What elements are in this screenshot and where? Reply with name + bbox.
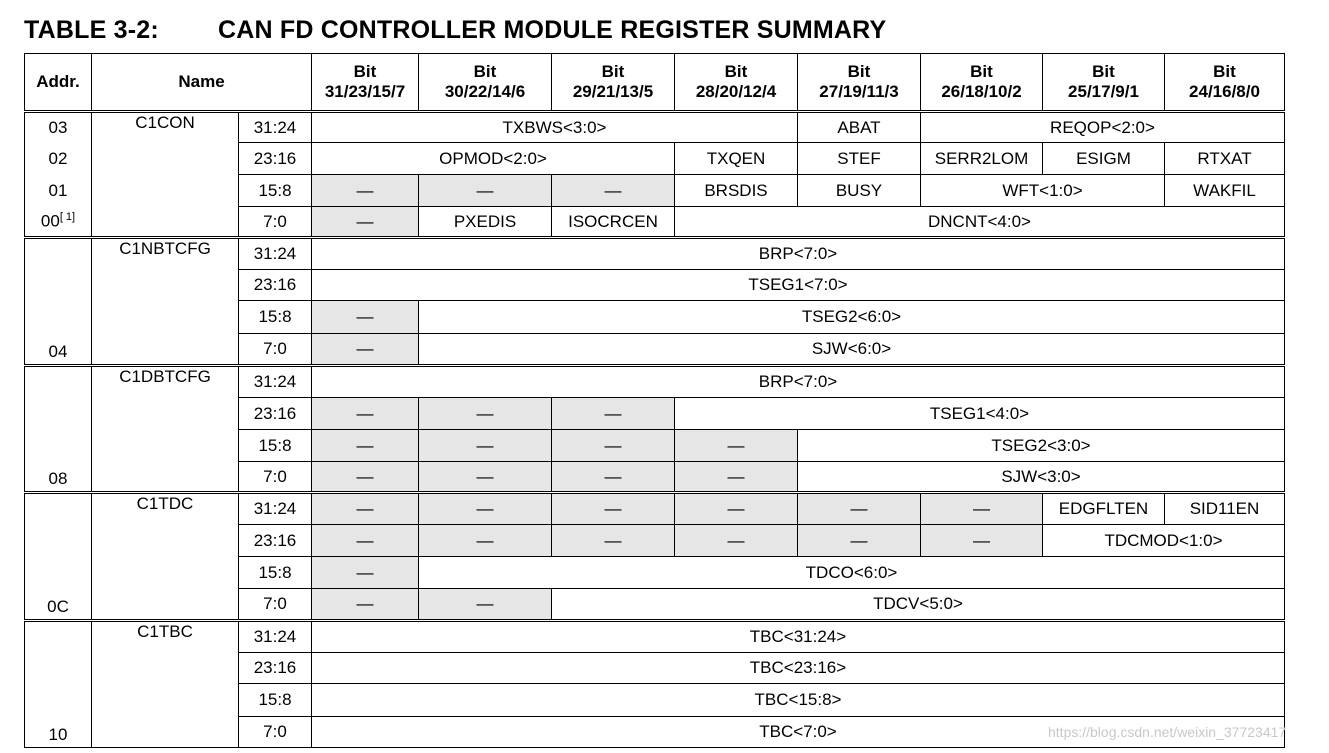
field-cell: WAKFIL [1165,175,1285,207]
field-cell: BUSY [798,175,921,207]
field-cell: ABAT [798,112,921,143]
field-cell: STEF [798,143,921,175]
table-number: TABLE 3-2: [24,16,159,44]
table-row [25,238,1285,270]
field-cell: SERR2LOM [921,143,1043,175]
field-cell: WFT<1:0> [921,175,1165,207]
bit-header-0: Bit 24/16/8/0 [1165,54,1285,112]
reserved-cell: — [419,462,552,493]
reserved-cell: — [798,493,921,525]
field-cell: REQOP<2:0> [921,112,1285,143]
bit-range: 15:8 [239,301,312,334]
bit-range: 23:16 [239,398,312,430]
field-cell: TXBWS<3:0> [312,112,798,143]
field-cell: TDCMOD<1:0> [1043,525,1285,557]
bit-header-7: Bit 31/23/15/7 [312,54,419,112]
reserved-cell: — [552,462,675,493]
field-cell: TBC<15:8> [312,684,1285,717]
bit-range: 23:16 [239,525,312,557]
table-row [25,493,1285,525]
bit-header-5: Bit 29/21/13/5 [552,54,675,112]
addr-cell: 03 [25,112,92,143]
reserved-cell: — [921,525,1043,557]
reserved-cell: — [798,525,921,557]
field-cell: ISOCRCEN [552,207,675,238]
reserved-cell: — [419,430,552,462]
reserved-cell: — [312,301,419,334]
field-cell: EDGFLTEN [1043,493,1165,525]
field-cell: SID11EN [1165,493,1285,525]
field-cell: PXEDIS [419,207,552,238]
bit-range: 31:24 [239,621,312,653]
register-summary-table [24,53,1285,748]
field-cell: TSEG1<4:0> [675,398,1285,430]
bit-header-6: Bit 30/22/14/6 [419,54,552,112]
bit-range: 23:16 [239,270,312,301]
field-cell: SJW<3:0> [798,462,1285,493]
table-title-text: CAN FD CONTROLLER MODULE REGISTER SUMMARY [218,16,887,44]
reserved-cell: — [312,589,419,621]
reserved-cell: — [921,493,1043,525]
field-cell: TSEG2<6:0> [419,301,1285,334]
reserved-cell: — [312,430,419,462]
reserved-cell: — [675,525,798,557]
reserved-cell: — [675,462,798,493]
bit-header-3: Bit 27/19/11/3 [798,54,921,112]
bit-range: 31:24 [239,493,312,525]
field-cell: SJW<6:0> [419,334,1285,366]
addr-cell: 02 [25,143,92,175]
addr-cell: 01 [25,175,92,207]
register-name: C1CON [92,112,239,238]
reserved-cell: — [419,398,552,430]
reserved-cell: — [419,589,552,621]
bit-range: 31:24 [239,366,312,398]
field-cell: TDCO<6:0> [419,557,1285,589]
field-cell: TSEG1<7:0> [312,270,1285,301]
bit-range: 31:24 [239,238,312,270]
bit-range: 15:8 [239,684,312,717]
watermark: https://blog.csdn.net/weixin_37723417 [1048,724,1287,740]
field-cell: DNCNT<4:0> [675,207,1285,238]
reserved-cell: — [312,557,419,589]
reserved-cell: — [552,430,675,462]
field-cell: RTXAT [1165,143,1285,175]
addr-cell: 10 [25,621,92,748]
reserved-cell: — [419,525,552,557]
bit-range: 23:16 [239,143,312,175]
field-cell: TXQEN [675,143,798,175]
reserved-cell: — [552,175,675,207]
bit-header-2: Bit 26/18/10/2 [921,54,1043,112]
reserved-cell: — [312,334,419,366]
reserved-cell: — [312,175,419,207]
addr-cell: 04 [25,238,92,366]
bit-range: 15:8 [239,430,312,462]
bit-range: 15:8 [239,557,312,589]
bit-range: 7:0 [239,207,312,238]
reserved-cell: — [552,398,675,430]
bit-range: 31:24 [239,112,312,143]
table-title [24,16,886,45]
field-cell: OPMOD<2:0> [312,143,675,175]
register-name: C1TDC [92,493,239,621]
addr-header: Addr. [25,54,92,112]
reserved-cell: — [312,207,419,238]
field-cell: TBC<7:0> [312,717,1285,748]
field-cell: BRP<7:0> [312,238,1285,270]
reserved-cell: — [552,525,675,557]
bit-range: 15:8 [239,175,312,207]
reserved-cell: — [312,493,419,525]
bit-range: 7:0 [239,334,312,366]
reserved-cell: — [419,175,552,207]
field-cell: TBC<31:24> [312,621,1285,653]
reserved-cell: — [419,493,552,525]
field-cell: TBC<23:16> [312,653,1285,684]
reserved-cell: — [675,430,798,462]
register-name: C1DBTCFG [92,366,239,493]
table-row [25,112,1285,143]
bit-range: 7:0 [239,717,312,748]
field-cell: TDCV<5:0> [552,589,1285,621]
bit-header-1: Bit 25/17/9/1 [1043,54,1165,112]
register-name: C1NBTCFG [92,238,239,366]
bit-range: 23:16 [239,653,312,684]
table-row [25,621,1285,653]
field-cell: ESIGM [1043,143,1165,175]
bit-range: 7:0 [239,589,312,621]
reserved-cell: — [675,493,798,525]
reserved-cell: — [312,398,419,430]
reserved-cell: — [312,462,419,493]
addr-cell: 08 [25,366,92,493]
field-cell: BRP<7:0> [312,366,1285,398]
reserved-cell: — [552,493,675,525]
name-header: Name [92,54,312,112]
table-row [25,366,1285,398]
footnote-ref: [ 1] [59,210,76,223]
reserved-cell: — [312,525,419,557]
header-row [25,54,1285,112]
addr-cell: 00[ 1] [25,207,92,238]
bit-header-4: Bit 28/20/12/4 [675,54,798,112]
addr-cell: 0C [25,493,92,621]
bit-range: 7:0 [239,462,312,493]
field-cell: TSEG2<3:0> [798,430,1285,462]
field-cell: BRSDIS [675,175,798,207]
register-name: C1TBC [92,621,239,748]
